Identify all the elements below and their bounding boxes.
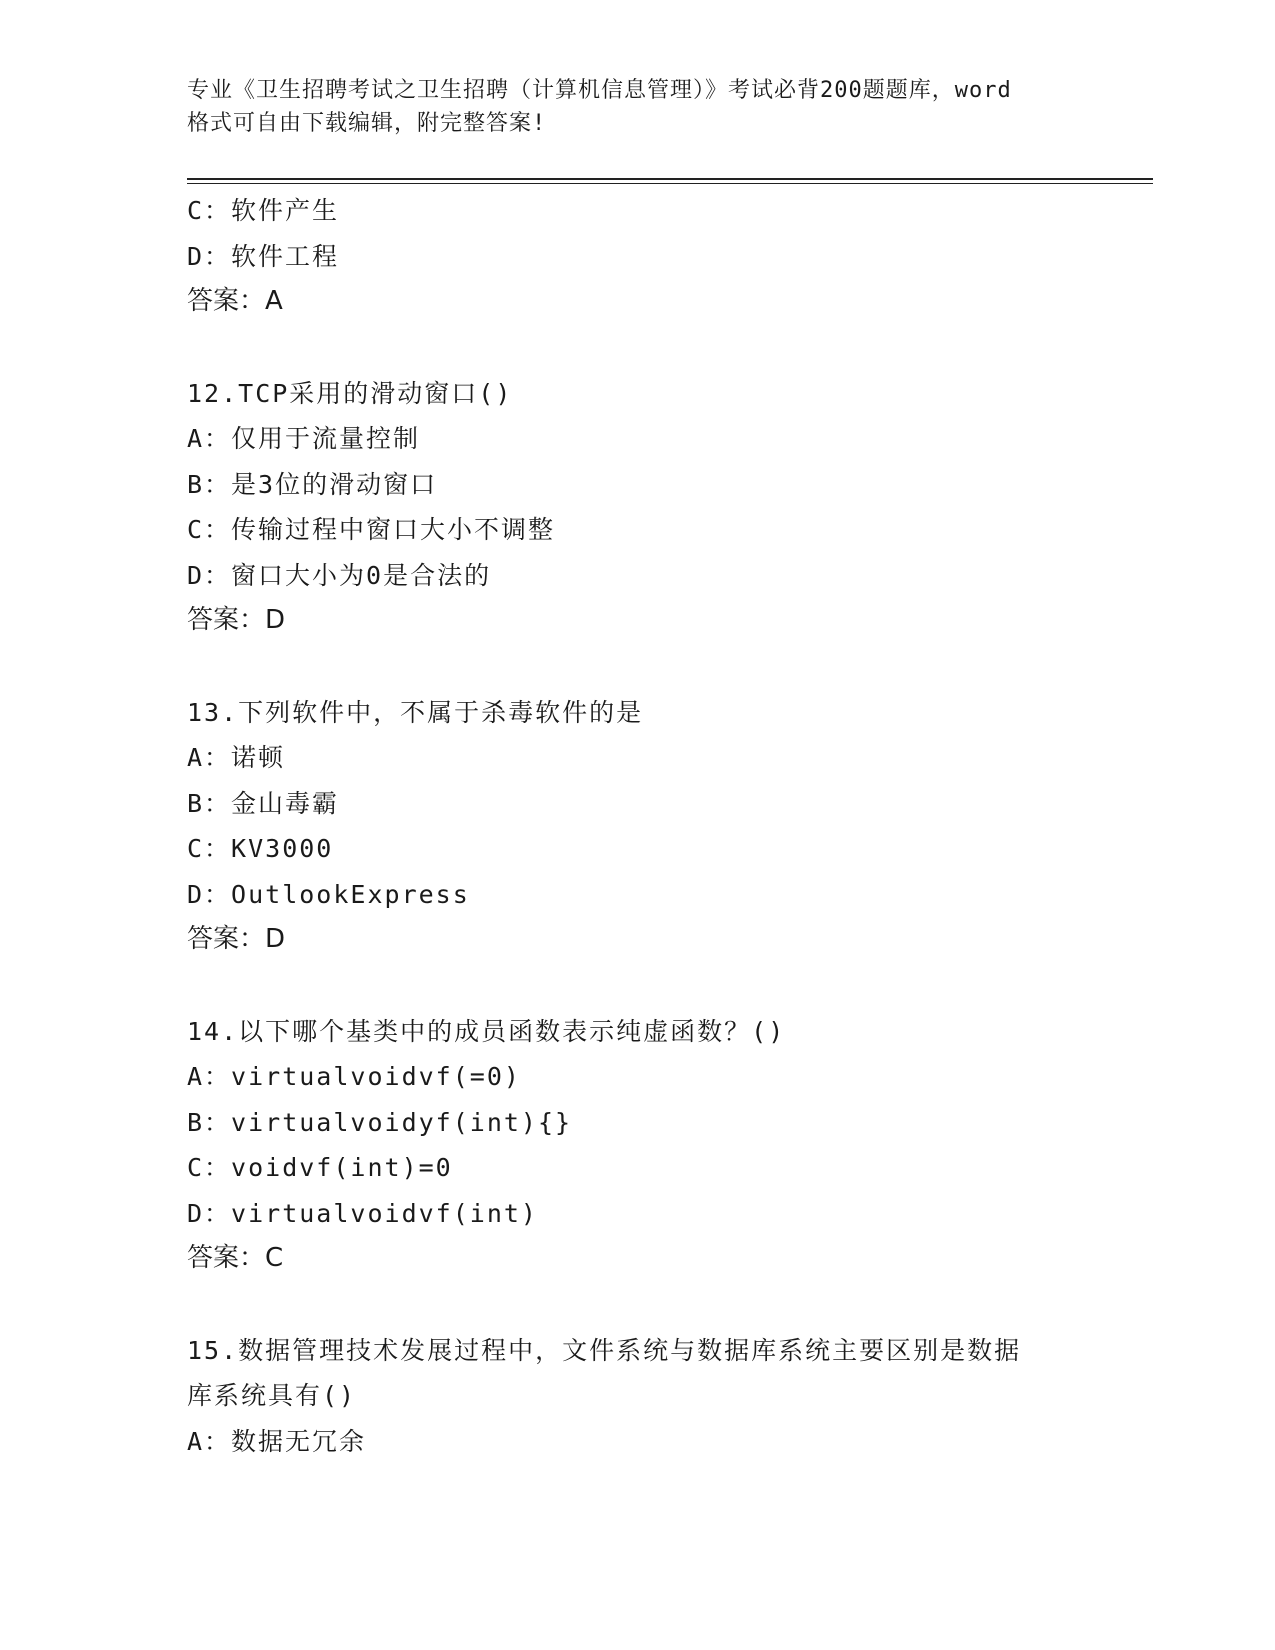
question-stem: 13.下列软件中，不属于杀毒软件的是 xyxy=(187,697,644,727)
header-line-1: 专业《卫生招聘考试之卫生招聘（计算机信息管理）》考试必背200题题库，word xyxy=(187,78,1012,103)
question-12 xyxy=(187,371,1087,644)
option-c: C：KV3000 xyxy=(187,834,334,863)
question-list xyxy=(187,188,1087,1464)
document-header xyxy=(187,74,1107,140)
question-stem-line-2: 库系统具有() xyxy=(187,1381,357,1410)
option-a: A：数据无冗余 xyxy=(187,1426,367,1456)
answer-line: 答案：D xyxy=(187,924,286,954)
question-stem-line-1: 15.数据管理技术发展过程中，文件系统与数据库系统主要区别是数据 xyxy=(187,1335,1022,1365)
option-c: C：软件产生 xyxy=(187,196,340,225)
question-stem: 12.TCP采用的滑动窗口() xyxy=(187,378,513,408)
answer-line: 答案：A xyxy=(187,286,283,316)
option-c: C：传输过程中窗口大小不调整 xyxy=(187,515,556,544)
option-c: C：voidvf(int)=0 xyxy=(187,1153,453,1182)
option-d: D：软件工程 xyxy=(187,241,340,271)
option-a: A：仅用于流量控制 xyxy=(187,424,421,453)
option-b: B：virtualvoidyf(int){} xyxy=(187,1107,573,1137)
spacer xyxy=(187,325,1087,371)
question-15 xyxy=(187,1328,1087,1465)
option-d: D：OutlookExpress xyxy=(187,879,470,909)
question-13 xyxy=(187,690,1087,963)
spacer xyxy=(187,963,1087,1009)
answer-line: 答案：D xyxy=(187,605,286,635)
question-14 xyxy=(187,1009,1087,1282)
option-d: D：窗口大小为0是合法的 xyxy=(187,560,492,590)
answer-line: 答案：C xyxy=(187,1243,284,1273)
option-b: B：金山毒霸 xyxy=(187,788,340,818)
option-b: B：是3位的滑动窗口 xyxy=(187,469,438,499)
header-rule-thin xyxy=(187,183,1153,184)
option-d: D：virtualvoidvf(int) xyxy=(187,1198,538,1228)
option-a: A：诺顿 xyxy=(187,743,286,772)
header-rule-thick xyxy=(187,178,1153,180)
question-11-tail xyxy=(187,188,1087,325)
spacer xyxy=(187,644,1087,690)
question-stem: 14.以下哪个基类中的成员函数表示纯虚函数？() xyxy=(187,1016,786,1046)
header-line-2: 格式可自由下载编辑，附完整答案! xyxy=(187,111,547,136)
spacer xyxy=(187,1282,1087,1328)
option-a: A：virtualvoidvf(=0) xyxy=(187,1062,521,1091)
